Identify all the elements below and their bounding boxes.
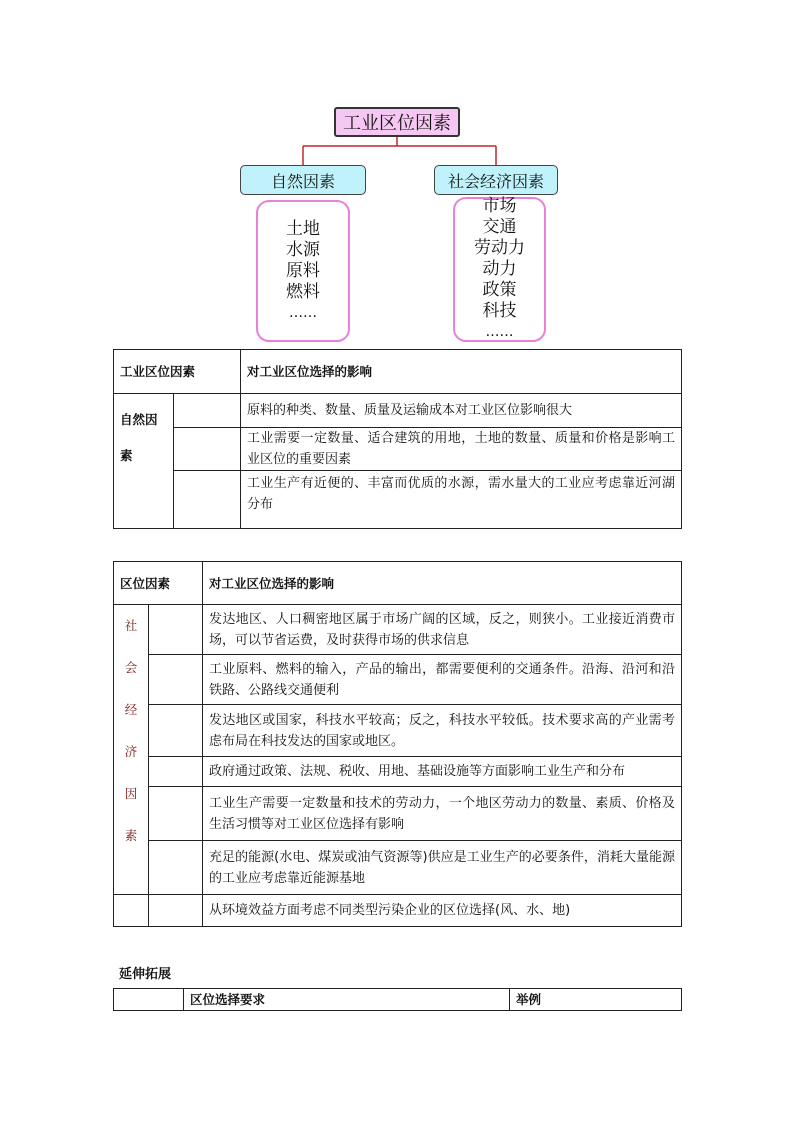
category-char: 素: [124, 828, 138, 843]
list-item: ……: [485, 324, 514, 340]
category-char: 因: [124, 786, 138, 801]
extension-table: [113, 988, 682, 1011]
influence-cell: 从环境效益方面考虑不同类型污染企业的区位选择(风、水、地): [203, 895, 682, 927]
list-item: 水源: [286, 239, 320, 260]
influence-cell: 发达地区或国家，科技水平较高；反之，科技水平较低。技术要求高的产业需考虑布局在科技发达的国家或地区。: [203, 705, 682, 757]
influence-cell: 工业生产有近便的、丰富而优质的水源，需水量大的工业应考虑靠近河湖分布: [241, 471, 682, 529]
table-row: [114, 841, 682, 895]
table-row: [114, 895, 682, 927]
influence-cell: 政府通过政策、法规、税收、用地、基础设施等方面影响工业生产和分布: [203, 757, 682, 787]
list-item: 动力: [482, 259, 517, 279]
empty-cell: [149, 605, 203, 655]
social-factor-list: [453, 197, 546, 342]
table-row: [114, 428, 682, 471]
natural-factor-list: [256, 200, 350, 342]
table-header-row: [114, 350, 682, 394]
empty-cell: [174, 394, 241, 428]
category-char: 社: [124, 618, 138, 633]
diagram-connectors: [0, 0, 794, 345]
list-item: ……: [289, 304, 317, 321]
list-item: 市场: [482, 196, 517, 216]
header-factor: 工业区位因素: [114, 350, 241, 394]
header-requirement: 区位选择要求: [184, 989, 510, 1011]
table-row: [114, 394, 682, 428]
empty-cell: [149, 841, 203, 895]
natural-factors-table: [113, 349, 682, 529]
header-influence: 对工业区位选择的影响: [241, 350, 682, 394]
social-factors-table: [113, 561, 682, 927]
header-influence: 对工业区位选择的影响: [203, 562, 682, 605]
header-factor: 区位因素: [114, 562, 203, 605]
table-row: [114, 471, 682, 529]
list-item: 政策: [482, 280, 517, 300]
empty-cell: [149, 655, 203, 705]
influence-cell: 发达地区、人口稠密地区属于市场广阔的区域，反之，则狭小。工业接近消费市场，可以节省运费，及时获得市场的供求信息: [203, 605, 682, 655]
table-row: [114, 705, 682, 757]
factor-diagram: [0, 0, 794, 345]
empty-cell: [114, 895, 149, 927]
list-item: 土地: [286, 218, 320, 239]
extension-title: 延伸拓展: [119, 967, 172, 982]
table-row: [114, 787, 682, 841]
empty-cell: [149, 787, 203, 841]
natural-factor-box: 自然因素: [240, 165, 366, 195]
category-char: 济: [124, 744, 138, 759]
influence-cell: 工业原料、燃料的输入，产品的输出，都需要便利的交通条件。沿海、沿河和沿铁路、公路线交通便利: [203, 655, 682, 705]
empty-cell: [149, 705, 203, 757]
list-item: 科技: [482, 301, 517, 321]
root-factor-box: 工业区位因素: [334, 107, 460, 137]
table-row: [114, 757, 682, 787]
empty-cell: [114, 989, 184, 1011]
list-item: 交通: [482, 217, 517, 237]
table-row: [114, 655, 682, 705]
table-row: [114, 605, 682, 655]
category-natural: [114, 394, 174, 529]
category-char: 会: [124, 660, 138, 675]
header-example: 举例: [510, 989, 682, 1011]
list-item: 劳动力: [474, 238, 525, 258]
social-factor-box: 社会经济因素: [434, 165, 558, 195]
influence-cell: 工业生产需要一定数量和技术的劳动力，一个地区劳动力的数量、素质、价格及生活习惯等对工业区位选择有影响: [203, 787, 682, 841]
influence-cell: 原料的种类、数量、质量及运输成本对工业区位影响很大: [241, 394, 682, 428]
influence-cell: 充足的能源(水电、煤炭或油气资源等)供应是工业生产的必要条件，消耗大量能源的工业应考虑靠近能源基地: [203, 841, 682, 895]
influence-cell: 工业需要一定数量、适合建筑的用地，土地的数量、质量和价格是影响工业区位的重要因素: [241, 428, 682, 471]
table-header-row: [114, 562, 682, 605]
category-line: 自然因: [120, 412, 158, 427]
empty-cell: [174, 428, 241, 471]
empty-cell: [149, 895, 203, 927]
category-social: [114, 605, 149, 895]
category-line: 素: [120, 448, 133, 463]
list-item: 原料: [286, 260, 320, 281]
empty-cell: [149, 757, 203, 787]
category-char: 经: [124, 702, 138, 717]
empty-cell: [174, 471, 241, 529]
list-item: 燃料: [286, 281, 320, 302]
table-header-row: [114, 989, 682, 1011]
